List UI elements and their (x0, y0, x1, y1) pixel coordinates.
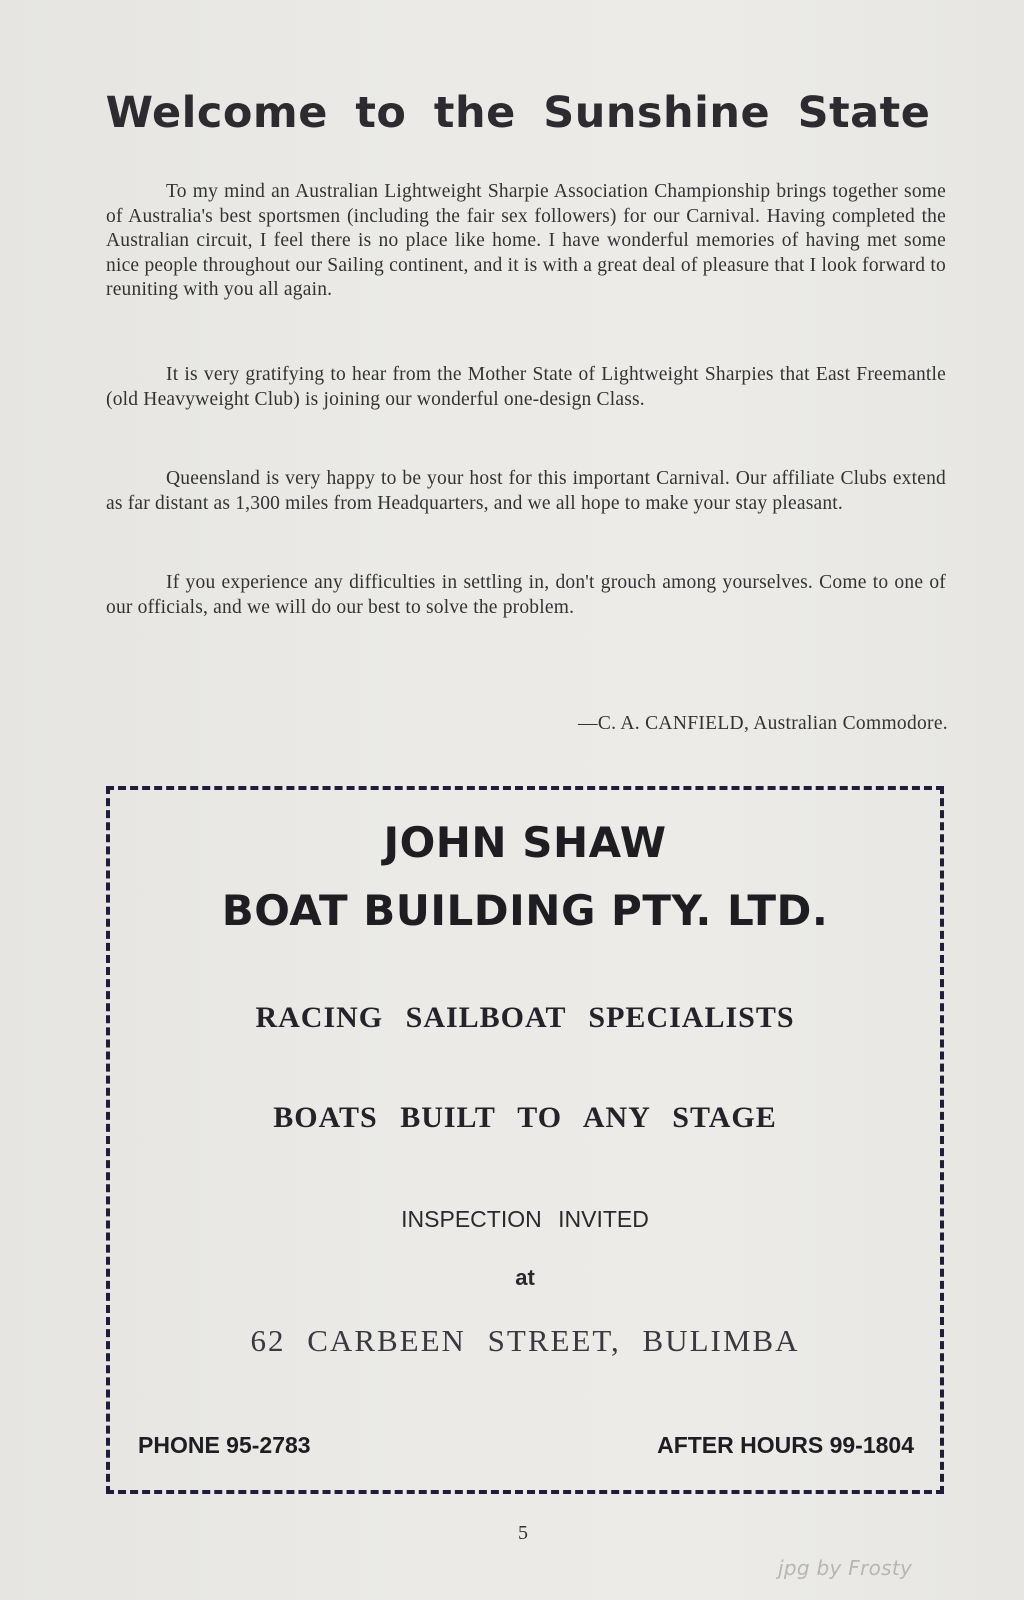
ad-slogan-specialists: RACING SAILBOAT SPECIALISTS (255, 1001, 795, 1034)
letter-signature: —C. A. CANFIELD, Australian Commodore. (578, 713, 948, 734)
letter-paragraph-text: Queensland is very happy to be your host for this important Carnival. Our affiliate Clubs extend as far distant as 1,300 miles from Headquarters, and we all hope to make your stay pleasant. (106, 468, 946, 514)
ad-at: at (515, 1265, 535, 1290)
ad-inspection-invited: INSPECTION INVITED (401, 1206, 649, 1232)
ad-slogan-boats: BOATS BUILT TO ANY STAGE (273, 1101, 777, 1134)
ad-phone: PHONE 95-2783 (138, 1432, 311, 1458)
letter-paragraph-text: To my mind an Australian Lightweight Sharpie Association Championship brings together some of Australia's best sportsmen (including the fair sex followers) for our Carnival. Having completed the Australian circuit, I feel there is no place like home. I have wonderful memories of having met some nice people throughout our Sailing continent, and it is with a great deal of pleasure that I look forward to reuniting with you all again. (106, 181, 946, 300)
advertisement-box (106, 786, 944, 1494)
ad-company-name: JOHN SHAW (383, 818, 667, 867)
letter-paragraph-2 (106, 363, 946, 412)
ad-company-firm: BOAT BUILDING PTY. LTD. (221, 886, 829, 935)
ad-address: 62 CARBEEN STREET, BULIMBA (250, 1323, 800, 1358)
letter-paragraph-text: If you experience any difficulties in settling in, don't grouch among yourselves. Come to one of our officials, and we will do our best to solve the problem. (106, 572, 946, 618)
page-number: 5 (518, 1522, 528, 1544)
letter-paragraph-text: It is very gratifying to hear from the Mother State of Lightweight Sharpies that East Freemantle (old Heavyweight Club) is joining our wonderful one-design Class. (106, 364, 946, 410)
letter-paragraph-1 (106, 180, 946, 303)
page-title: Welcome to the Sunshine State (105, 88, 931, 138)
letter-paragraph-4 (106, 571, 946, 620)
watermark: jpg by Frosty (778, 1556, 913, 1580)
letter-paragraph-3 (106, 467, 946, 516)
ad-after-hours-phone: AFTER HOURS 99-1804 (657, 1432, 914, 1458)
